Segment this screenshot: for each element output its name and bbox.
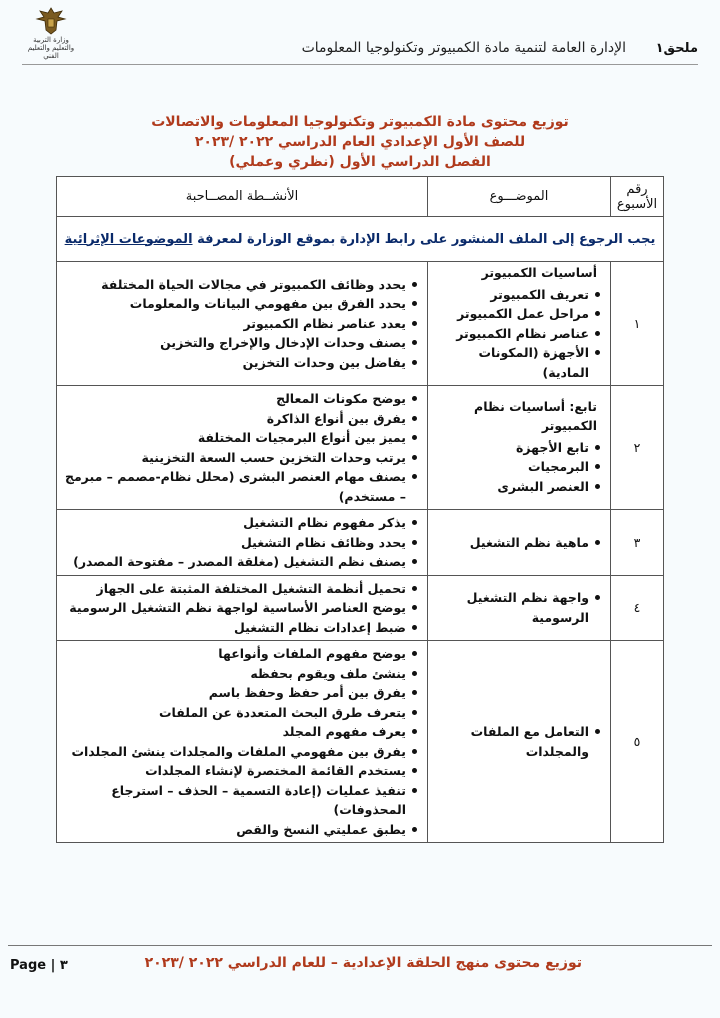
- footer-divider: [8, 945, 712, 946]
- activity-item: يفرق بين أمر حفظ وحفظ باسم: [62, 683, 418, 703]
- header-activities: الأنشــطة المصــاحبة: [57, 177, 428, 217]
- topic-cell: [428, 510, 611, 576]
- activities-cell: [57, 386, 428, 510]
- page-number: Page | ٣: [10, 958, 68, 973]
- activities-cell: [57, 262, 428, 386]
- activity-item: يطبق عمليتي النسخ والقص: [62, 820, 418, 840]
- note-row: [57, 217, 664, 262]
- activity-item: يوضح مفهوم الملفات وأنواعها: [62, 644, 418, 664]
- header-week: رقم الأسبوع: [611, 177, 664, 217]
- annex-label: ملحق١: [655, 41, 698, 56]
- enrichment-topics-link[interactable]: الموضوعات الإثرائية: [64, 231, 193, 247]
- ministry-logo: [22, 6, 80, 68]
- table-row: [57, 510, 664, 576]
- department-title: الإدارة العامة لتنمية مادة الكمبيوتر وتكنولوجيا المعلومات: [301, 40, 626, 56]
- activity-item: يصنف وحدات الإدخال والإخراج والتخزين: [62, 333, 418, 353]
- title-line-2: للصف الأول الإعدادي العام الدراسي ٢٠٢٢ /٢٠٢٣: [194, 134, 526, 150]
- topic-item: الأجهزة (المكونات المادية): [433, 343, 601, 382]
- table-row: [57, 386, 664, 510]
- header-divider: [22, 64, 698, 65]
- topic-item: واجهة نظم التشغيل الرسومية: [433, 588, 601, 627]
- table-row: [57, 575, 664, 641]
- topic-item: تعريف الكمبيوتر: [433, 285, 601, 305]
- topic-cell: [428, 262, 611, 386]
- topic-item: التعامل مع الملفات والمجلدات: [433, 722, 601, 761]
- note-text: يجب الرجوع إلى الملف المنشور على رابط الإدارة بموقع الوزارة لمعرفة: [197, 231, 656, 247]
- week-number: ٣: [611, 510, 664, 576]
- footer-title: توزيع محتوى منهج الحلقة الإعدادية – للعام الدراسي ٢٠٢٢ /٢٠٢٣: [144, 955, 582, 971]
- activity-item: يذكر مفهوم نظام التشغيل: [62, 513, 418, 533]
- activity-item: تنفيذ عمليات (إعادة التسمية – الحذف – استرجاع المحذوفات): [62, 781, 418, 820]
- activity-item: يستخدم القائمة المختصرة لإنشاء المجلدات: [62, 761, 418, 781]
- table-row: [57, 641, 664, 843]
- activity-item: يعدد عناصر نظام الكمبيوتر: [62, 314, 418, 334]
- curriculum-table: [56, 176, 664, 843]
- note-cell: [57, 217, 664, 262]
- activities-cell: [57, 575, 428, 641]
- activity-item: يوضح العناصر الأساسية لواجهة نظم التشغيل الرسومية: [62, 598, 418, 618]
- activity-item: تحميل أنظمة التشغيل المختلفة المثبتة على الجهاز: [62, 579, 418, 599]
- topic-item: عناصر نظام الكمبيوتر: [433, 324, 601, 344]
- week-number: ٢: [611, 386, 664, 510]
- table-header-row: [57, 177, 664, 217]
- activity-item: ضبط إعدادات نظام التشغيل: [62, 618, 418, 638]
- topic-cell: [428, 386, 611, 510]
- activity-item: يصنف مهام العنصر البشرى (محلل نظام-مصمم – مبرمج – مستخدم): [62, 467, 418, 506]
- activity-item: يتعرف طرق البحث المتعددة عن الملفات: [62, 703, 418, 723]
- topic-cell: [428, 575, 611, 641]
- activities-cell: [57, 641, 428, 843]
- activity-item: يرتب وحدات التخزين حسب السعة التخزينية: [62, 448, 418, 468]
- activity-item: يحدد الفرق بين مفهومي البيانات والمعلومات: [62, 294, 418, 314]
- topic-title: أساسيات الكمبيوتر: [481, 265, 597, 280]
- activity-item: يعرف مفهوم المجلد: [62, 722, 418, 742]
- activity-item: يحدد وظائف نظام التشغيل: [62, 533, 418, 553]
- activity-item: ينشئ ملف ويقوم بحفظه: [62, 664, 418, 684]
- topic-item: مراحل عمل الكمبيوتر: [433, 304, 601, 324]
- title-line-3: الفصل الدراسي الأول (نظري وعملي): [229, 154, 491, 170]
- topic-cell: [428, 641, 611, 843]
- activity-item: يوضح مكونات المعالج: [62, 389, 418, 409]
- topic-item: تابع الأجهزة: [433, 438, 601, 458]
- topic-item: العنصر البشرى: [433, 477, 601, 497]
- week-number: ٥: [611, 641, 664, 843]
- activity-item: يحدد وظائف الكمبيوتر في مجالات الحياة المختلفة: [62, 275, 418, 295]
- document-titles: [0, 112, 720, 172]
- activity-item: يصنف نظم التشغيل (مغلقة المصدر – مفتوحة المصدر): [62, 552, 418, 572]
- header-topic: الموضـــوع: [428, 177, 611, 217]
- topic-title: تابع: أساسيات نظام الكمبيوتر: [474, 398, 597, 434]
- activity-item: يفاضل بين وحدات التخزين: [62, 353, 418, 373]
- activity-item: يفرق بين مفهومي الملفات والمجلدات ينشئ المجلدات: [62, 742, 418, 762]
- eagle-emblem-icon: [34, 6, 68, 36]
- table-row: [57, 262, 664, 386]
- topic-item: ماهية نظم التشغيل: [433, 533, 601, 553]
- activity-item: يميز بين أنواع البرمجيات المختلفة: [62, 428, 418, 448]
- activities-cell: [57, 510, 428, 576]
- title-line-1: توزيع محتوى مادة الكمبيوتر وتكنولوجيا المعلومات والاتصالات: [151, 114, 569, 130]
- topic-item: البرمجيات: [433, 457, 601, 477]
- page-header: [0, 0, 720, 70]
- logo-text: وزارة التربية والتعليم والتعليم الفني: [27, 36, 75, 60]
- activity-item: يفرق بين أنواع الذاكرة: [62, 409, 418, 429]
- week-number: ١: [611, 262, 664, 386]
- week-number: ٤: [611, 575, 664, 641]
